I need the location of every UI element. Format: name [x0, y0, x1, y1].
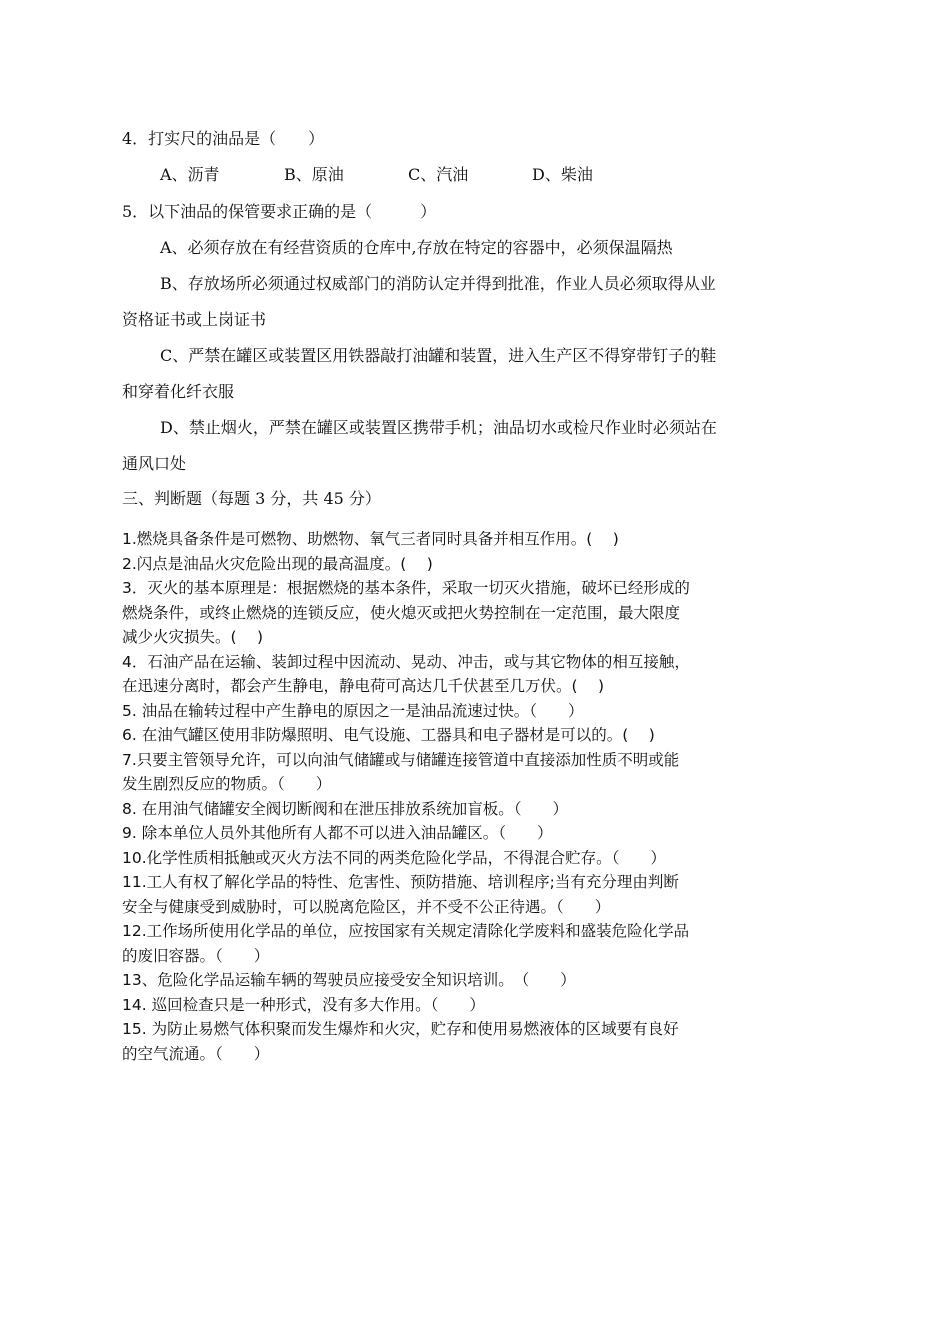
question-4-stem: 4．打实尺的油品是（ ）	[122, 129, 325, 148]
judge-line: 7.只要主管领导允许，可以向油气储罐或与储罐连接管道中直接添加性质不明或能	[122, 750, 680, 769]
judge-line: 11.工人有权了解化学品的特性、危害性、预防措施、培训程序;当有充分理由判断	[122, 873, 679, 891]
judge-line: 5. 油品在输转过程中产生静电的原因之一是油品流速过快。（ ）	[122, 701, 584, 720]
judge-line: 8. 在用油气储罐安全阀切断阀和在泄压排放系统加盲板。（ ）	[122, 799, 568, 818]
option-a: A、沥青	[160, 165, 220, 184]
question-5-option-a: A、必须存放在有经营资质的仓库中,存放在特定的容器中，必须保温隔热	[160, 238, 673, 257]
judge-line: 的废旧容器。（ ）	[122, 946, 270, 965]
judge-line: 4．石油产品在运输、装卸过程中因流动、晃动、冲击，或与其它物体的相互接触，	[122, 652, 690, 671]
judge-line: 12.工作场所使用化学品的单位，应按国家有关规定清除化学废料和盛装危险化学品	[122, 922, 690, 940]
judge-line: 1.燃烧具备条件是可燃物、助燃物、氧气三者同时具备并相互作用。( )	[122, 530, 619, 548]
section-3-title: 三、判断题（每题 3 分，共 45 分）	[122, 489, 381, 508]
question-5-option-b-line1: B、存放场所必须通过权威部门的消防认定并得到批准，作业人员必须取得从业	[160, 274, 716, 293]
judge-line: 在迅速分离时，都会产生静电，静电荷可高达几千伏甚至几万伏。( )	[122, 677, 605, 695]
judge-line: 13、危险化学品运输车辆的驾驶员应接受安全知识培训。 （ ）	[122, 971, 576, 989]
option-c: C、汽油	[408, 165, 469, 184]
true-false-questions	[122, 527, 832, 1066]
judge-line: 9. 除本单位人员外其他所有人都不可以进入油品罐区。（ ）	[122, 824, 553, 842]
option-d: D、柴油	[532, 165, 593, 184]
option-b: B、原油	[284, 165, 344, 184]
question-4-options	[160, 163, 593, 187]
judge-line: 安全与健康受到威胁时，可以脱离危险区，并不受不公正待遇。（ ）	[122, 897, 611, 916]
question-5-option-d-line1: D、禁止烟火，严禁在罐区或装置区携带手机；油品切水或检尺作业时必须站在	[160, 418, 717, 437]
question-5-option-d-line2: 通风口处	[122, 454, 187, 473]
judge-line: 发生剧烈反应的物质。（ ）	[122, 775, 332, 793]
judge-line: 的空气流通。（ ）	[122, 1044, 270, 1063]
question-5-stem: 5．以下油品的保管要求正确的是（ ）	[122, 202, 437, 221]
judge-line: 2.闪点是油品火灾危险出现的最高温度。( )	[122, 554, 433, 573]
question-5-option-c-line2: 和穿着化纤衣服	[122, 382, 235, 401]
judge-line: 6. 在油气罐区使用非防爆照明、电气设施、工器具和电子器材是可以的。( )	[122, 726, 655, 744]
question-5-option-c-line1: C、严禁在罐区或装置区用铁器敲打油罐和装置，进入生产区不得穿带钉子的鞋	[160, 346, 717, 365]
judge-line: 10.化学性质相抵触或灭火方法不同的两类危险化学品，不得混合贮存。（ ）	[122, 848, 666, 867]
judge-line: 14. 巡回检查只是一种形式，没有多大作用。（ ）	[122, 995, 485, 1014]
judge-line: 燃烧条件，或终止燃烧的连锁反应，使火熄灭或把火势控制在一定范围，最大限度	[122, 603, 681, 622]
judge-line: 3．灭火的基本原理是：根据燃烧的基本条件，采取一切灭火措施，破坏已经形成的	[122, 579, 690, 597]
judge-line: 减少火灾损失。( )	[122, 628, 264, 646]
judge-line: 15. 为防止易燃气体积聚而发生爆炸和火灾，贮存和使用易燃液体的区域要有良好	[122, 1020, 679, 1038]
question-5-option-b-line2: 资格证书或上岗证书	[122, 310, 267, 329]
